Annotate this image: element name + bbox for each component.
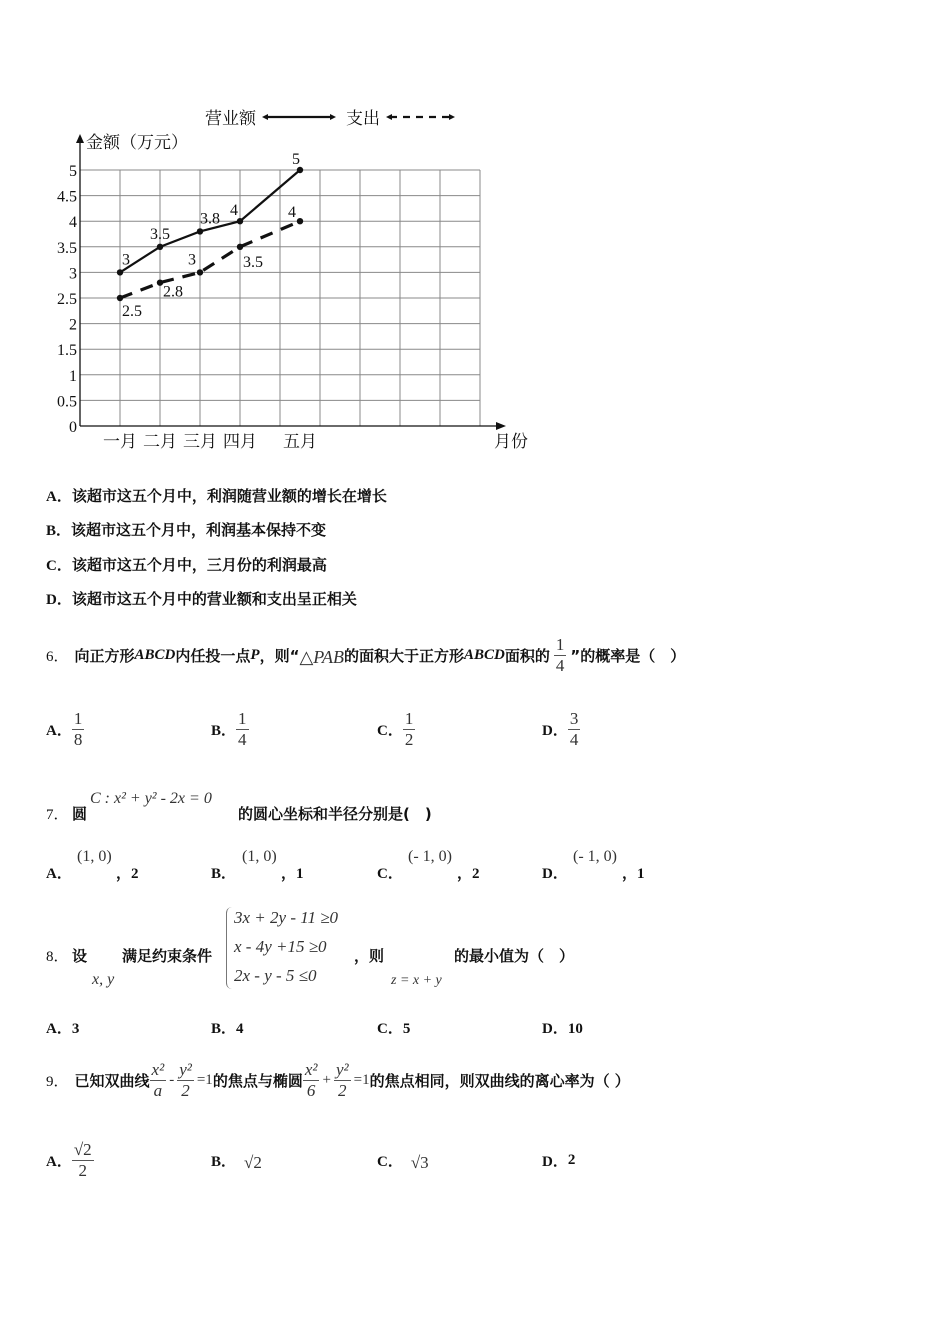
- y-tick-labels: [57, 163, 77, 436]
- option-label: C．: [46, 558, 72, 574]
- option-fraction: $\frac{1}{8}$: [73, 708, 83, 749]
- option-label: B．: [211, 866, 237, 882]
- option-label: D．: [542, 866, 568, 882]
- q8-text-2: 满足约束条件: [122, 947, 213, 965]
- option-label: C．: [377, 1153, 403, 1170]
- y-tick-label: 5: [69, 163, 77, 180]
- data-label-expense: 2.8: [163, 283, 183, 301]
- option-label: A．: [46, 866, 72, 882]
- y-tick-label: 4: [69, 214, 77, 232]
- option-label: D．: [542, 1153, 568, 1170]
- q9-option-b: [211, 1132, 262, 1188]
- x-axis-arrow: [496, 422, 506, 430]
- q6-text-2: 内任投一点: [175, 646, 251, 665]
- q9-text-2: 的焦点与椭圆: [212, 1071, 303, 1090]
- option-text: 该超市这五个月中，利润基本保持不变: [71, 521, 327, 539]
- option-fraction: $\frac{3}{4}$: [569, 708, 579, 749]
- option-point: (1, 0): [242, 848, 277, 865]
- q6-text-4: 的面积大于正方形: [343, 646, 464, 665]
- point-revenue: [197, 228, 203, 234]
- q7-equation: C : x² + y² - 2x = 0: [90, 790, 212, 807]
- y-axis-label: 金额（万元）: [86, 133, 188, 152]
- y-tick-label: 1: [69, 367, 77, 385]
- x-tick-label: 三月: [183, 432, 217, 451]
- option-text: 该超市这五个月中，利润随营业额的增长在增长: [71, 487, 387, 505]
- series-line-expense: [120, 221, 300, 298]
- data-label-revenue: 5: [292, 151, 300, 168]
- q5-option-a: [46, 485, 387, 506]
- q8-option-c: C．5: [377, 1021, 411, 1037]
- option-radius: ，1: [622, 866, 645, 882]
- option-point: (1, 0): [77, 848, 112, 865]
- q6-triangle: △PAB: [299, 646, 344, 667]
- q5-option-b: [46, 519, 326, 540]
- q6-options: [46, 704, 746, 754]
- question-number: 7．: [46, 807, 69, 823]
- point-expense: [117, 295, 123, 301]
- question-number: 9．: [46, 1073, 69, 1090]
- option-label: A．: [46, 489, 72, 505]
- q6-option-d: [542, 704, 580, 754]
- data-label-expense: 3.5: [243, 253, 263, 271]
- q8-option-d: D．10: [542, 1021, 583, 1037]
- option-fraction: $\frac{1}{2}$: [404, 708, 414, 749]
- q6-fraction: $\frac{1}{4}$: [555, 634, 565, 675]
- option-radius: ，1: [281, 866, 304, 882]
- point-expense: [297, 218, 303, 224]
- q7-text-1: 圆: [72, 805, 88, 823]
- q8-text-4: 的最小值为（ ）: [454, 947, 575, 965]
- q9-text-1: 已知双曲线: [74, 1071, 150, 1090]
- q8-vars: x, y: [92, 971, 115, 988]
- data-label-revenue: 3: [122, 251, 130, 269]
- y-tick-label: 0: [69, 419, 77, 436]
- option-text: 该超市这五个月中的营业额和支出呈正相关: [71, 590, 357, 608]
- point-revenue: [117, 269, 123, 275]
- constraint-brace: [226, 907, 233, 989]
- q8-options: [46, 1017, 746, 1039]
- data-labels: [122, 151, 300, 320]
- y-tick-label: 1.5: [57, 342, 77, 360]
- q9-option-a: [46, 1132, 94, 1188]
- q6-point-p: P: [250, 646, 260, 663]
- q7-text-2: 的圆心坐标和半径分别是( ): [238, 805, 432, 823]
- legend-label-revenue: 营业额: [205, 109, 256, 128]
- option-label: B．: [46, 523, 72, 539]
- data-label-expense: 2.5: [122, 303, 142, 320]
- q9-eq-2: =1: [353, 1071, 370, 1088]
- chart-series: [117, 167, 303, 301]
- point-expense: [237, 244, 243, 250]
- q6-text-3: ，则“: [259, 646, 300, 665]
- y-tick-label: 2: [69, 316, 77, 334]
- option-fraction: $\frac{1}{4}$: [238, 708, 247, 749]
- q9-eq-1: =1: [196, 1071, 213, 1088]
- q8-objective: z = x + y: [391, 973, 442, 988]
- q6-option-b: [211, 704, 249, 754]
- chart-legend: [205, 109, 455, 128]
- data-label-expense: 4: [288, 204, 296, 222]
- q9-frac-1: $\frac{\text{x²}}{a}$: [151, 1059, 165, 1100]
- option-value: 2: [567, 1151, 576, 1168]
- option-text: 该超市这五个月中，三月份的利润最高: [71, 556, 327, 574]
- option-label: A．: [46, 1153, 72, 1170]
- x-tick-labels: [103, 432, 317, 451]
- chart-grid: [80, 170, 480, 426]
- question-number: 8．: [46, 949, 69, 965]
- option-label: B．: [211, 1153, 237, 1170]
- option-value: √2: [244, 1153, 262, 1172]
- point-revenue: [157, 244, 163, 250]
- data-label-expense: 3: [188, 251, 196, 269]
- q6-text-1: 向正方形: [74, 646, 135, 665]
- q9-minus: -: [169, 1071, 175, 1088]
- x-tick-label: 二月: [143, 432, 177, 451]
- option-label: C．: [377, 866, 403, 882]
- q6-abcd-2: ABCD: [463, 646, 505, 663]
- q8-constraint-1: 3x + 2y - 11 ≥0: [234, 908, 339, 927]
- q5-option-c: [46, 554, 327, 575]
- q6-option-c: [377, 704, 415, 754]
- q6-abcd: ABCD: [134, 646, 176, 663]
- option-label: B．: [211, 722, 237, 739]
- q5-option-d: [46, 588, 357, 609]
- data-label-revenue: 3.8: [200, 210, 220, 228]
- y-tick-label: 3: [69, 265, 77, 283]
- option-radius: ，2: [116, 866, 139, 882]
- data-label-revenue: 3.5: [150, 225, 170, 243]
- q6-option-a: [46, 704, 84, 754]
- q9-frac-2: $\frac{\text{y²}}{2}$: [179, 1059, 192, 1100]
- q8-constraint-3: 2x - y - 5 ≤0: [234, 966, 317, 985]
- y-tick-label: 3.5: [57, 239, 77, 257]
- point-expense: [197, 269, 203, 275]
- y-tick-label: 0.5: [57, 393, 77, 411]
- option-label: C．: [377, 722, 403, 739]
- q9-frac-3: $\frac{\text{x²}}{6}$: [304, 1059, 318, 1100]
- q8-text-1: 设: [72, 947, 88, 965]
- q7-options: [46, 848, 746, 888]
- q8-constraint-2: x - 4y +15 ≥0: [234, 937, 327, 956]
- q6-text-6: ”的概率是（ ）: [570, 646, 686, 665]
- y-axis-arrow: [76, 134, 84, 143]
- q8-option-b: B．4: [211, 1021, 244, 1037]
- x-tick-label: 一月: [103, 432, 137, 451]
- x-axis-label: 月份: [494, 432, 528, 451]
- x-tick-label: 四月: [223, 432, 257, 451]
- option-label: A．: [46, 722, 72, 739]
- q9-frac-4: $\frac{\text{y²}}{2}$: [335, 1059, 349, 1100]
- option-radius: ，2: [457, 866, 480, 882]
- y-tick-label: 2.5: [57, 291, 77, 308]
- x-tick-label: 五月: [283, 432, 317, 451]
- q9-option-d: [542, 1132, 575, 1188]
- q8-option-a: A．3: [46, 1021, 80, 1037]
- q9-option-c: [377, 1132, 429, 1188]
- option-point: (- 1, 0): [408, 848, 452, 865]
- question-8: [46, 905, 646, 995]
- option-point: (- 1, 0): [573, 848, 617, 865]
- legend-label-expense: 支出: [346, 109, 380, 128]
- option-label: D．: [542, 722, 568, 739]
- option-fraction: $\frac{√2}{2}$: [73, 1139, 92, 1180]
- q9-options: [46, 1132, 746, 1188]
- question-6: [46, 620, 685, 690]
- q8-text-3: ，则: [354, 947, 385, 965]
- question-number: 6．: [46, 648, 69, 665]
- q9-plus: +: [322, 1071, 331, 1088]
- question-9: [46, 1052, 630, 1108]
- option-label: D．: [46, 592, 72, 608]
- data-label-revenue: 4: [230, 202, 238, 220]
- line-chart: [0, 0, 950, 470]
- y-tick-label: 4.5: [57, 188, 77, 206]
- q6-text-5: 面积的: [504, 646, 550, 665]
- option-value: √3: [410, 1153, 429, 1172]
- q9-text-3: 的焦点相同，则双曲线的离心率为（ ）: [369, 1071, 630, 1090]
